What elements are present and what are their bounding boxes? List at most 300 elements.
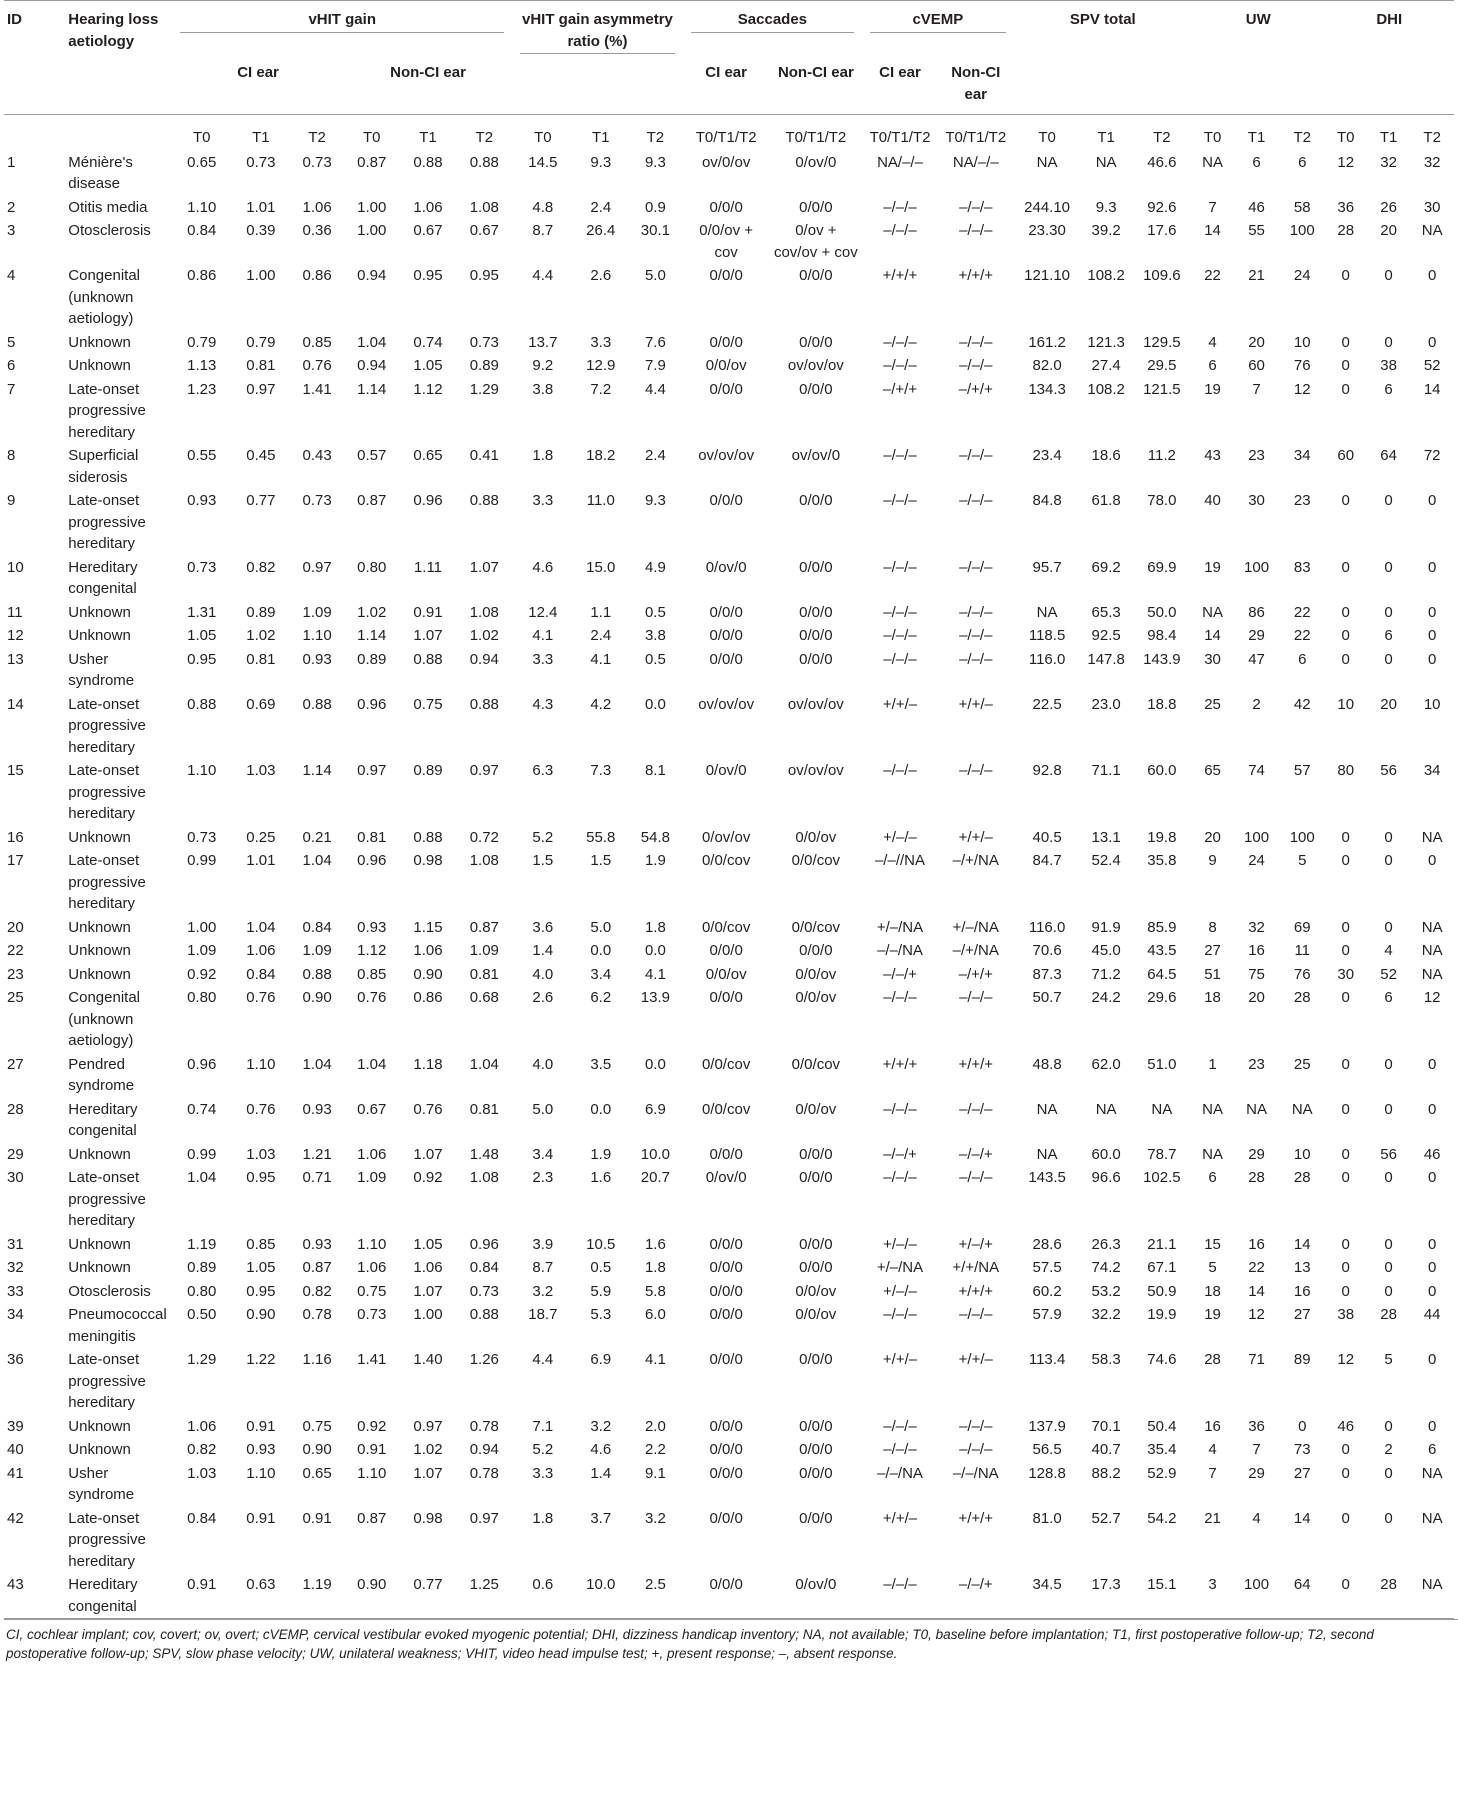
table-cell: 1.16: [302, 1351, 332, 1368]
table-cell: 0/0/0: [709, 267, 743, 284]
table-cell: 0.87: [302, 1259, 332, 1276]
table-cell: 11.2: [1147, 447, 1176, 464]
table-cell: 39.2: [1091, 222, 1121, 239]
table-cell: 4.4: [532, 267, 554, 284]
header-asymmetry: vHIT gain asymmetry ratio (%): [512, 1, 682, 55]
table-cell: 1.10: [187, 762, 217, 779]
table-cell: 113.4: [1028, 1351, 1066, 1368]
cell-id: 40: [7, 1441, 24, 1458]
table-cell: 14: [1248, 1282, 1265, 1300]
table-cell: 0.97: [302, 558, 332, 576]
table-cell: 23: [1248, 1055, 1265, 1073]
table-cell: 0.67: [357, 1100, 387, 1118]
table-cell: 1.07: [413, 1145, 443, 1163]
table-cell: 0/0/0: [799, 333, 833, 351]
table-cell: 60.0: [1091, 1145, 1121, 1163]
table-cell: 0/0/cov: [791, 918, 841, 936]
table-cell: 1.11: [413, 558, 443, 576]
table-cell: NA: [1151, 1100, 1173, 1118]
table-cell: 28: [1293, 1169, 1311, 1186]
table-cell: 3.3: [590, 333, 612, 351]
table-cell: 1.05: [187, 627, 217, 644]
table-cell: 60: [1337, 447, 1355, 464]
table-cell: 22: [1293, 603, 1311, 621]
cell-aetiology: Late-onset progressive hereditary: [68, 1351, 146, 1411]
table-cell: 0/0/0: [799, 1464, 833, 1482]
table-cell: 4.0: [532, 965, 554, 983]
cell-aetiology: Unknown: [68, 965, 131, 983]
table-cell: 1.08: [469, 1169, 499, 1186]
table-cell: 1.12: [413, 380, 443, 398]
table-cell: ov/ov/ov: [698, 695, 755, 713]
table-cell: 23: [1293, 492, 1311, 509]
table-cell: –/+/NA: [952, 852, 999, 869]
table-cell: 1.12: [357, 942, 387, 959]
table-cell: 1.25: [469, 1576, 499, 1593]
table-cell: 4.1: [644, 1351, 666, 1368]
table-cell: –/–/–: [959, 1417, 993, 1435]
table-cell: 17.6: [1147, 222, 1177, 239]
table-cell: 0.95: [469, 267, 499, 284]
table-cell: 0.84: [302, 918, 332, 936]
table-cell: 20.7: [640, 1169, 670, 1186]
table-cell: 0.80: [187, 989, 217, 1006]
table-cell: 21: [1248, 267, 1265, 284]
table-cell: 19: [1204, 380, 1221, 398]
table-cell: 34: [1423, 762, 1441, 779]
table-cell: 36: [1248, 1417, 1265, 1435]
table-cell: 1.02: [246, 627, 276, 644]
cell-aetiology: Usher syndrome: [68, 1464, 135, 1503]
table-cell: 3.3: [532, 650, 554, 668]
table-cell: 10.0: [640, 1145, 670, 1163]
table-cell: 0: [1427, 1351, 1437, 1368]
timepoint-header-row: [4, 115, 1454, 150]
table-cell: 5.8: [644, 1282, 666, 1300]
table-cell: 3.5: [590, 1055, 612, 1073]
cell-aetiology: Unknown: [68, 333, 131, 351]
cell-id: 8: [7, 447, 16, 464]
table-cell: 34: [1293, 447, 1311, 464]
cell-aetiology: Unknown: [68, 942, 131, 959]
cell-aetiology: Hereditary congenital: [68, 558, 138, 597]
table-cell: 1.02: [413, 1441, 443, 1458]
table-cell: 0.73: [469, 333, 499, 351]
table-row: [4, 963, 1454, 987]
table-cell: 0.50: [187, 1306, 217, 1323]
table-cell: 43: [1204, 447, 1221, 464]
header-asym-spacer: [512, 54, 682, 115]
table-cell: 12: [1248, 1306, 1265, 1323]
table-cell: 76: [1293, 965, 1311, 983]
table-cell: 40: [1204, 492, 1221, 509]
table-cell: 121.3: [1087, 333, 1125, 351]
table-cell: 32: [1423, 153, 1441, 171]
table-cell: 7.3: [590, 762, 612, 779]
table-cell: 54.8: [640, 828, 670, 846]
cell-aetiology: Unknown: [68, 828, 131, 846]
table-cell: 0: [1427, 1235, 1437, 1253]
table-cell: 0.99: [187, 1145, 217, 1163]
table-cell: +/+/+: [958, 1282, 994, 1300]
table-cell: 2.6: [532, 989, 554, 1006]
table-cell: –/–/–: [883, 558, 917, 576]
table-cell: 6.2: [590, 989, 612, 1006]
table-cell: 0.90: [302, 1441, 332, 1458]
table-cell: 65.3: [1091, 603, 1121, 621]
cell-id: 23: [7, 965, 24, 983]
table-cell: 0/0/ov: [795, 1282, 837, 1300]
table-cell: +/+/+: [882, 267, 918, 284]
table-cell: 1.26: [469, 1351, 499, 1368]
table-cell: 1.8: [644, 1259, 666, 1276]
cell-aetiology: Usher syndrome: [68, 650, 135, 689]
table-cell: –/–/–: [883, 989, 917, 1006]
table-cell: 0/0/0: [799, 198, 833, 216]
table-cell: 86: [1248, 603, 1265, 621]
table-cell: 30: [1248, 492, 1265, 509]
table-cell: 11.0: [586, 492, 615, 509]
table-cell: 30.1: [640, 222, 670, 239]
cell-aetiology: Late-onset progressive hereditary: [68, 1169, 146, 1229]
table-cell: 0.88: [413, 153, 443, 171]
table-cell: 0.92: [357, 1417, 387, 1435]
table-cell: 0.84: [187, 222, 217, 239]
table-cell: 0/0/0: [709, 1464, 743, 1482]
table-cell: –/–/–: [883, 1441, 917, 1458]
table-cell: 0: [1341, 828, 1350, 846]
table-cell: 14: [1204, 627, 1221, 644]
timepoint-header: T1: [1247, 129, 1266, 146]
table-cell: 1.01: [246, 198, 276, 216]
table-cell: 0/0/0: [709, 1235, 743, 1253]
table-cell: 0: [1341, 1576, 1350, 1593]
table-cell: 0.80: [187, 1282, 217, 1300]
table-cell: –/+/+: [958, 965, 993, 983]
table-cell: 0.65: [413, 447, 443, 464]
cell-id: 6: [7, 357, 16, 374]
table-cell: 22: [1248, 1259, 1265, 1276]
header-saccades-nonci-ear: Non-CI ear: [777, 64, 854, 81]
table-cell: 0.5: [590, 1259, 612, 1276]
table-cell: 0.79: [187, 333, 217, 351]
table-cell: 36: [1337, 198, 1355, 216]
table-cell: 1.48: [469, 1145, 499, 1163]
table-cell: 0.0: [644, 942, 666, 959]
table-cell: 46: [1248, 198, 1265, 216]
table-cell: 0.9: [644, 198, 666, 216]
table-cell: 0/0/0: [799, 942, 833, 959]
table-row: [4, 1573, 1454, 1619]
table-cell: 5.2: [532, 828, 554, 846]
table-cell: 71.2: [1091, 965, 1121, 983]
table-cell: 0.25: [246, 828, 276, 846]
table-cell: –/+/+: [958, 380, 993, 398]
timepoint-header: T1: [419, 129, 437, 146]
table-cell: 6: [1252, 153, 1261, 171]
header-cvemp-nonci-ear: Non-CI ear: [951, 64, 1001, 103]
table-cell: 0.81: [469, 965, 499, 983]
table-cell: 28: [1380, 1576, 1397, 1593]
table-cell: 0: [1341, 1282, 1350, 1300]
table-cell: 26.4: [586, 222, 616, 239]
table-cell: 69: [1293, 918, 1311, 936]
table-cell: 64: [1293, 1576, 1311, 1593]
table-cell: 1.6: [644, 1235, 666, 1253]
table-cell: 3.4: [532, 1145, 554, 1163]
timepoint-header: T0: [362, 129, 381, 146]
table-cell: 0/0/ov: [795, 1100, 837, 1118]
table-cell: 0.73: [187, 558, 217, 576]
table-cell: 0: [1341, 852, 1350, 869]
table-cell: 13: [1293, 1259, 1311, 1276]
table-cell: 0.73: [302, 153, 332, 171]
table-row: [4, 1166, 1454, 1233]
table-cell: 0/0/0: [799, 267, 833, 284]
table-cell: 0/0/cov: [791, 852, 841, 869]
table-cell: 1.06: [187, 1417, 217, 1435]
timepoint-header: T0/T1/T2: [945, 129, 1007, 146]
table-cell: 1.01: [246, 852, 276, 869]
table-cell: 0.94: [469, 1441, 499, 1458]
table-cell: 1.18: [413, 1055, 443, 1073]
table-cell: 0/0/0: [709, 492, 743, 509]
table-row: [4, 556, 1454, 601]
table-cell: –/–/–: [883, 1306, 917, 1323]
timepoint-header: T1: [1379, 129, 1398, 146]
table-cell: 0/ov/0: [705, 762, 747, 779]
table-cell: 0.86: [413, 989, 443, 1006]
table-cell: 6.9: [644, 1100, 666, 1118]
table-cell: 52.9: [1147, 1464, 1177, 1482]
table-cell: 30: [1337, 965, 1355, 983]
table-cell: 20: [1380, 222, 1397, 239]
table-cell: 1.00: [187, 918, 217, 936]
table-cell: 85.9: [1147, 918, 1177, 936]
table-cell: 16: [1293, 1282, 1311, 1300]
table-cell: 1.02: [357, 603, 387, 621]
table-cell: 74: [1248, 762, 1265, 779]
table-cell: 18: [1204, 989, 1221, 1006]
table-cell: 0.84: [187, 1509, 217, 1527]
table-row: [4, 489, 1454, 556]
table-cell: 22.5: [1032, 695, 1062, 713]
table-cell: 0/0/0: [709, 1576, 743, 1593]
cell-id: 16: [7, 828, 24, 846]
table-cell: 0: [1427, 627, 1437, 644]
cell-id: 2: [7, 198, 16, 216]
cell-aetiology: Late-onset progressive hereditary: [68, 1509, 146, 1570]
table-cell: 0: [1384, 1259, 1393, 1276]
table-cell: 0: [1427, 852, 1437, 869]
table-cell: 1.5: [590, 852, 612, 869]
table-cell: 2.6: [590, 267, 612, 284]
table-cell: 1.02: [469, 627, 499, 644]
table-cell: 8.7: [532, 222, 554, 239]
table-cell: 0/0/0: [709, 627, 743, 644]
header-spv: SPV total: [1069, 11, 1136, 28]
table-cell: 0: [1384, 603, 1393, 621]
table-cell: 3: [1208, 1576, 1217, 1593]
table-cell: 2.3: [532, 1169, 554, 1186]
table-cell: 0.93: [187, 492, 217, 509]
cell-id: 30: [7, 1169, 24, 1186]
table-cell: 0.95: [413, 267, 443, 284]
table-cell: 0.65: [302, 1464, 332, 1482]
table-cell: 3.8: [644, 627, 666, 644]
table-cell: 47: [1248, 650, 1265, 668]
table-cell: 0: [1341, 1100, 1350, 1118]
table-cell: 1.04: [302, 1055, 332, 1073]
table-cell: 0: [1427, 603, 1437, 621]
table-cell: 0: [1341, 989, 1350, 1006]
table-cell: NA: [1421, 918, 1443, 936]
table-cell: 46: [1337, 1417, 1355, 1435]
table-cell: 4.6: [532, 558, 554, 576]
table-cell: 0.95: [187, 650, 217, 668]
table-cell: 0: [1341, 1145, 1350, 1163]
table-cell: 1.10: [246, 1464, 276, 1482]
table-cell: 57.9: [1032, 1306, 1062, 1323]
table-cell: 5: [1298, 852, 1307, 869]
table-cell: 4: [1208, 1441, 1217, 1458]
table-cell: 1.08: [469, 198, 499, 216]
table-cell: 134.3: [1028, 380, 1066, 398]
table-cell: 0.85: [302, 333, 332, 351]
table-cell: 9.3: [1095, 198, 1117, 216]
table-cell: 22: [1204, 267, 1221, 284]
table-cell: 100: [1244, 828, 1270, 846]
table-cell: 1.09: [357, 1169, 387, 1186]
table-cell: 0.96: [357, 695, 387, 713]
table-cell: 6: [1384, 380, 1393, 398]
table-cell: 54.2: [1147, 1509, 1177, 1527]
table-cell: 0/0/0: [799, 1235, 833, 1253]
cell-id: 3: [7, 222, 16, 239]
table-cell: +/+/–: [882, 1351, 918, 1368]
table-cell: 58.3: [1091, 1351, 1121, 1368]
cell-aetiology: Late-onset progressive hereditary: [68, 492, 146, 552]
table-cell: 20: [1248, 989, 1265, 1006]
table-cell: 0.97: [413, 1417, 443, 1435]
table-cell: 0/ov/ov: [701, 828, 751, 846]
timepoint-header: T2: [1293, 129, 1311, 146]
table-cell: 55.8: [586, 828, 616, 846]
table-cell: –/–/–: [883, 762, 917, 779]
table-cell: NA: [1095, 1100, 1117, 1118]
table-cell: 0.63: [246, 1576, 276, 1593]
table-cell: 0.88: [469, 153, 499, 171]
table-cell: 0.82: [187, 1441, 217, 1458]
table-cell: –/–/–: [959, 492, 993, 509]
table-cell: 0.36: [302, 222, 332, 239]
table-cell: 1.10: [246, 1055, 276, 1073]
table-cell: 0: [1341, 1464, 1350, 1482]
table-row: [4, 826, 1454, 850]
table-cell: NA/–/–: [877, 153, 923, 171]
cell-id: 20: [7, 918, 24, 936]
table-cell: 14.5: [528, 153, 558, 171]
table-cell: 5.2: [532, 1441, 554, 1458]
table-cell: 1.15: [413, 918, 443, 936]
table-cell: 0: [1427, 492, 1437, 509]
table-cell: 0: [1341, 942, 1350, 959]
table-cell: 0/0/cov: [701, 1100, 751, 1118]
cell-id: 17: [7, 852, 24, 869]
table-cell: 1.14: [357, 627, 387, 644]
table-cell: 0: [1341, 1235, 1350, 1253]
table-cell: –/–/–: [959, 603, 993, 621]
table-cell: 1.40: [413, 1351, 443, 1368]
table-cell: 1.09: [302, 603, 332, 621]
table-cell: 0.93: [302, 1100, 332, 1118]
table-cell: 0.92: [413, 1169, 443, 1186]
table-row: [4, 601, 1454, 625]
table-cell: 0.21: [302, 828, 332, 846]
table-cell: 44: [1423, 1306, 1441, 1323]
table-cell: 2: [1252, 695, 1261, 713]
table-cell: 27: [1293, 1306, 1311, 1323]
table-cell: 69.9: [1147, 558, 1177, 576]
table-cell: 0.89: [187, 1259, 217, 1276]
table-row: [4, 354, 1454, 378]
table-cell: 0.90: [413, 965, 443, 983]
table-cell: 1.1: [590, 603, 612, 621]
table-cell: 20: [1204, 828, 1221, 846]
table-row: [4, 1348, 1454, 1415]
table-cell: 7: [1208, 1464, 1217, 1482]
table-cell: 0: [1384, 1417, 1393, 1435]
table-cell: 8.7: [532, 1259, 554, 1276]
table-footnote: CI, cochlear implant; cov, covert; ov, overt; cVEMP, cervical vestibular evoked myogenic potential; DHI, dizziness handicap inventory; NA, not available; T0, baseline before implantation; T1, first postoperative follow-up; T2, second postoperative follow-up; SPV, slow phase velocity; UW, unilateral weakness; VHIT, video head impulse test; +, present response; –, absent response.: [4, 1619, 1458, 1663]
table-cell: 12: [1337, 153, 1355, 171]
table-cell: 4.2: [590, 695, 612, 713]
table-cell: 2.5: [644, 1576, 666, 1593]
table-cell: –/–/–: [883, 333, 917, 351]
table-cell: 1.5: [532, 852, 554, 869]
table-cell: 0: [1427, 1100, 1437, 1118]
table-cell: 9.3: [590, 153, 612, 171]
table-cell: 14: [1293, 1235, 1311, 1253]
table-cell: 1.07: [469, 558, 499, 576]
table-cell: 1.4: [532, 942, 554, 959]
table-cell: 64: [1380, 447, 1397, 464]
table-cell: 0/0/0: [709, 1509, 743, 1527]
table-cell: 244.10: [1024, 198, 1071, 216]
table-cell: –/–/–: [883, 650, 917, 668]
cell-id: 42: [7, 1509, 24, 1527]
table-cell: –/–/–: [959, 989, 993, 1006]
table-cell: 0.96: [357, 852, 387, 869]
table-cell: NA: [1421, 828, 1443, 846]
table-cell: 3.6: [532, 918, 554, 936]
table-row: [4, 1280, 1454, 1304]
timepoint-header: T1: [252, 129, 270, 146]
table-cell: +/+/+: [882, 1055, 918, 1073]
table-cell: 0.93: [302, 650, 332, 668]
table-cell: 0.67: [469, 222, 499, 239]
table-cell: 92.6: [1147, 198, 1177, 216]
timepoint-header: T1: [1097, 129, 1115, 146]
table-cell: 45.0: [1091, 942, 1121, 959]
table-cell: 0.73: [357, 1306, 387, 1323]
table-cell: 0: [1384, 558, 1393, 576]
table-cell: 3.9: [532, 1235, 554, 1253]
table-cell: 1.06: [413, 942, 443, 959]
table-cell: 0: [1341, 918, 1350, 936]
table-cell: 16: [1248, 942, 1265, 959]
table-cell: 0: [1384, 1055, 1393, 1073]
